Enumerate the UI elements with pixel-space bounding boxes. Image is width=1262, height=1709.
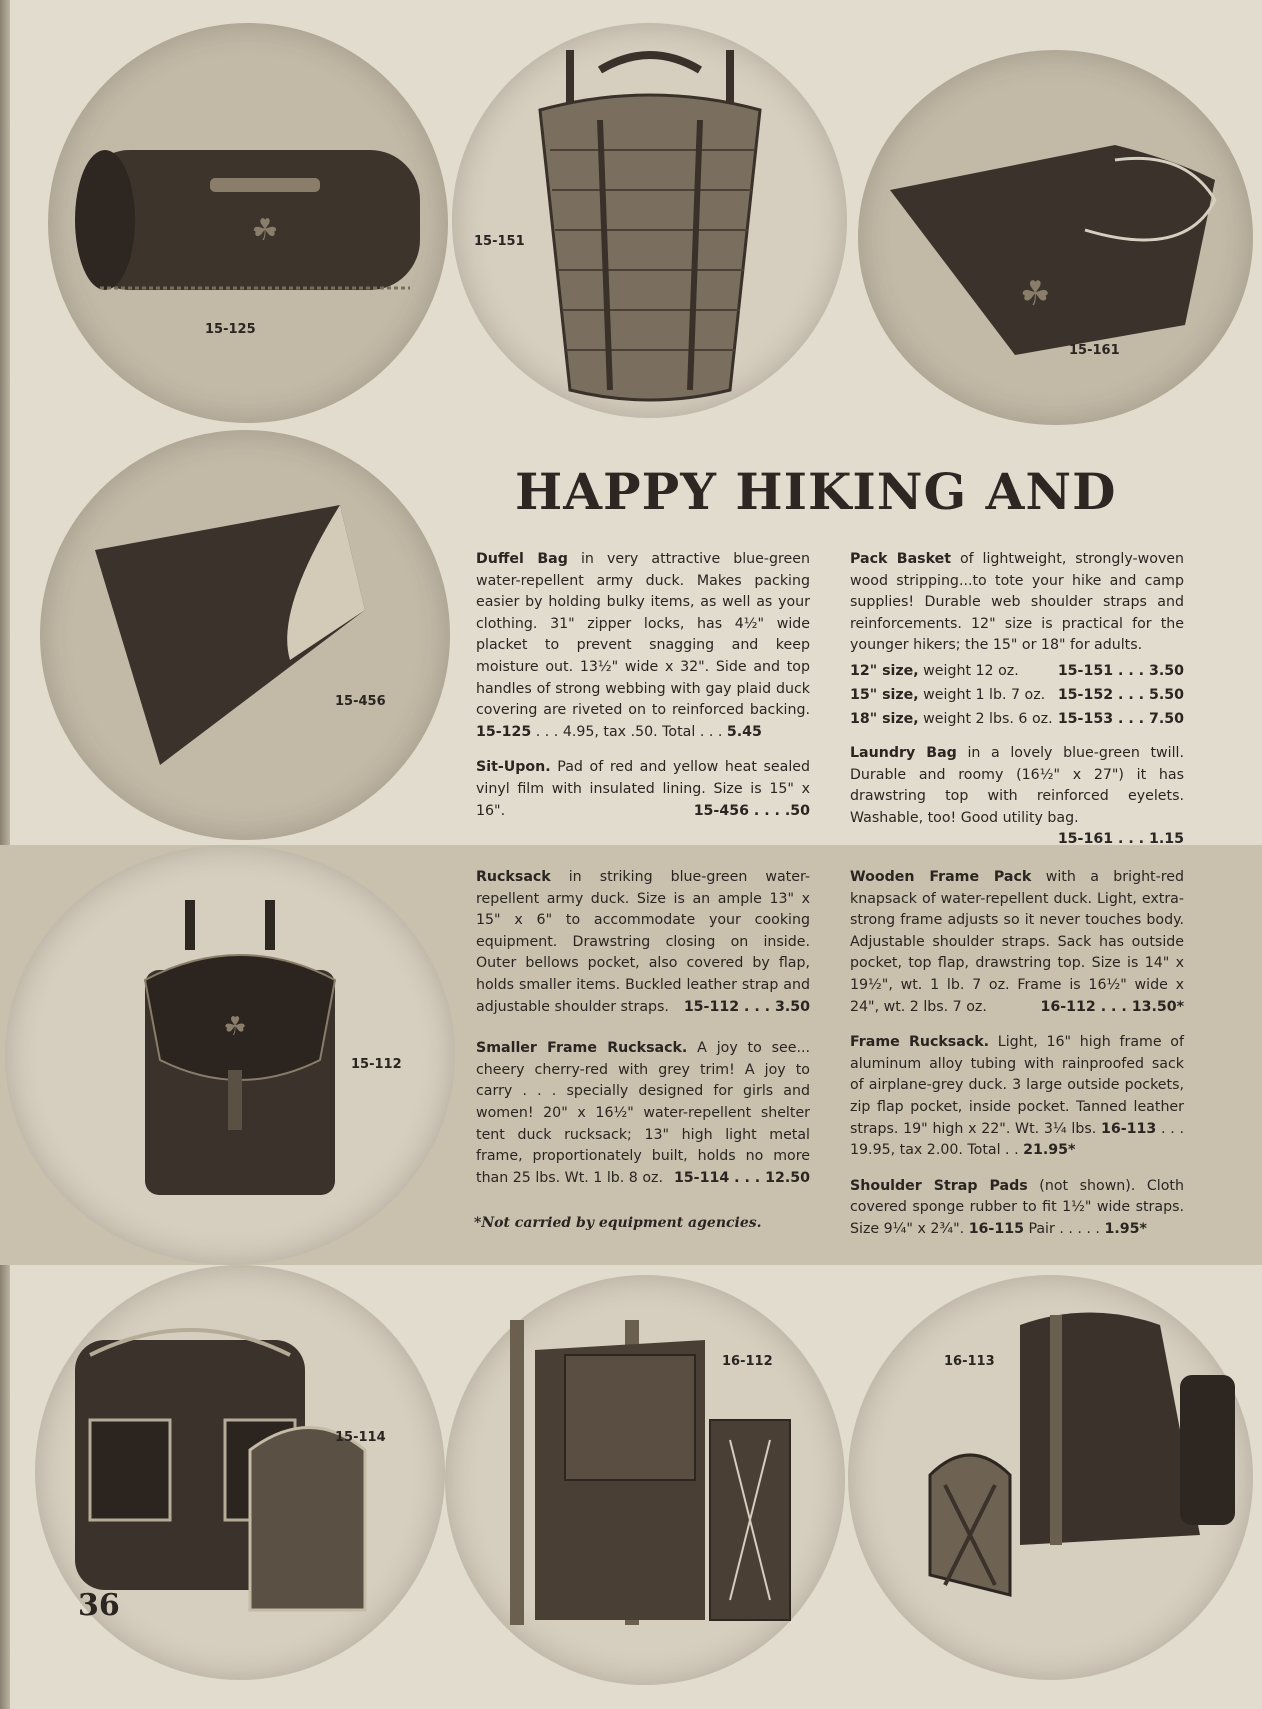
laundry-bag-description: Laundry Bag in a lovely blue-green twill. Durable and roomy (16½" x 27") it has drawstring top with reinforced eyelets. Washable, too! Good utility bag. 15-161 . . . 1.15 [850, 743, 1184, 829]
wooden-frame-illustration [505, 1300, 805, 1630]
rucksack-illustration [140, 900, 340, 1200]
sit-upon-price: 15-456 . . . .50 [693, 802, 810, 819]
rucksack-description: Rucksack in striking blue-green water-repellent army duck. Size is an ample 13" x 15" x 6" to accommodate your cooking equipment. Drawstring closing on inside. Outer bellows pocket, also covered by flap, holds smaller items. Buckled leather strap and adjustable shoulder straps. 15-112 . . . 3.50 [476, 867, 810, 1018]
svg-text:☘: ☘ [1020, 274, 1051, 314]
frame-rucksack-description: Frame Rucksack. Light, 16" high frame of aluminum alloy tubing with rainproofed sack of airplane-grey duck. 3 large outside pockets, zip flap pocket, inside pocket. Tanned leather straps. 19" high x 22". Wt. 3¼ lbs. 16-113 . . . 19.95, tax 2.00. Total . . 21.95* [850, 1034, 1184, 1159]
smaller-frame-description: Smaller Frame Rucksack. A joy to see... cheery cherry-red with grey trim! A joy to carry . . . specially designed for girls and women! 20" x 16½" water-repellent shelter tent duck rucksack; 13" high light metal frame, proportionately built, holds no more than 25 lbs. Wt. 1 lb. 8 oz. 15-114 . . . 12.50 [476, 1038, 810, 1189]
svg-text:☘: ☘ [251, 213, 279, 248]
sit-upon-code: 15-456 [335, 694, 386, 709]
pack-basket-description: Pack Basket of lightweight, strongly-woven wood stripping...to tote your hike and camp supplies! Durable web shoulder straps and reinforcements. 12" size is practical for the younger hikers; the 15" or 18" for adults. [850, 551, 1184, 654]
lower-right-text-column [850, 867, 1184, 1255]
frame-rucksack-illustration [890, 1305, 1235, 1610]
sit-upon-illustration [90, 500, 370, 770]
duffel-bag-illustration [60, 140, 420, 310]
upper-right-text-column [850, 549, 1184, 851]
page-headline: HAPPY HIKING AND [515, 462, 1117, 521]
laundry-bag-price: 15-161 . . . 1.15 [1057, 831, 1184, 848]
strap-pads-description: Shoulder Strap Pads (not shown). Cloth covered sponge rubber to fit 1½" wide straps. Size 9¼" x 2¾". 16-115 Pair . . . . . 1.95* [850, 1177, 1184, 1237]
smaller-frame-code: 15-114 [335, 1430, 386, 1445]
laundry-bag-code: 15-161 [1069, 343, 1120, 358]
sit-upon-description: Sit-Upon. Pad of red and yellow heat sealed vinyl film with insulated lining. Size is 15" x 16". 15-456 . . . .50 [476, 757, 810, 822]
wooden-frame-code: 16-112 [722, 1354, 773, 1369]
rucksack-price: 15-112 . . . 3.50 [683, 998, 810, 1015]
pack-basket-size-row: 18" size, weight 2 lbs. 6 oz. 15-153 . . . 7.50 [850, 710, 1184, 727]
pack-basket-illustration [530, 40, 770, 400]
smaller-frame-price: 15-114 . . . 12.50 [673, 1169, 810, 1186]
wooden-frame-description: Wooden Frame Pack with a bright-red knapsack of water-repellent duck. Light, extra-strong frame adjusts so it never touches body. Adjustable shoulder straps. Sack has outside pocket, top flap, drawstring top. Size is 14" x 19½", wt. 1 lb. 7 oz. Frame is 16½" wide x 24", wt. 2 lbs. 7 oz. 16-112 . . . 13.50* [850, 867, 1184, 1018]
upper-left-text-column [476, 549, 810, 836]
svg-text:☘: ☘ [223, 1012, 247, 1042]
lower-left-text-column [476, 867, 810, 1203]
pack-basket-code: 15-151 [474, 234, 525, 249]
pack-basket-size-row: 12" size, weight 12 oz. 15-151 . . . 3.50 [850, 662, 1184, 679]
frame-rucksack-code: 16-113 [944, 1354, 995, 1369]
smaller-frame-illustration [65, 1310, 405, 1610]
rucksack-code: 15-112 [351, 1057, 402, 1072]
laundry-bag-illustration [885, 140, 1225, 360]
footnote: *Not carried by equipment agencies. [474, 1215, 762, 1231]
page-number: 36 [78, 1588, 120, 1623]
pack-basket-size-row: 15" size, weight 1 lb. 7 oz. 15-152 . . . 5.50 [850, 686, 1184, 703]
duffel-bag-code: 15-125 [205, 322, 256, 337]
wooden-frame-price: 16-112 . . . 13.50* [1040, 998, 1184, 1015]
duffel-bag-description: Duffel Bag in very attractive blue-green water-repellent army duck. Makes packing easier by holding bulky items, as well as your clothing. 31" zipper locks, has 4½" wide placket to prevent snagging and keep moisture out. 13½" wide x 32". Side and top handles of strong webbing with gay plaid duck covering are riveted on to reinforced backing. 15-125 . . . 4.95, tax .50. Total . . . 5.45 [476, 551, 810, 740]
